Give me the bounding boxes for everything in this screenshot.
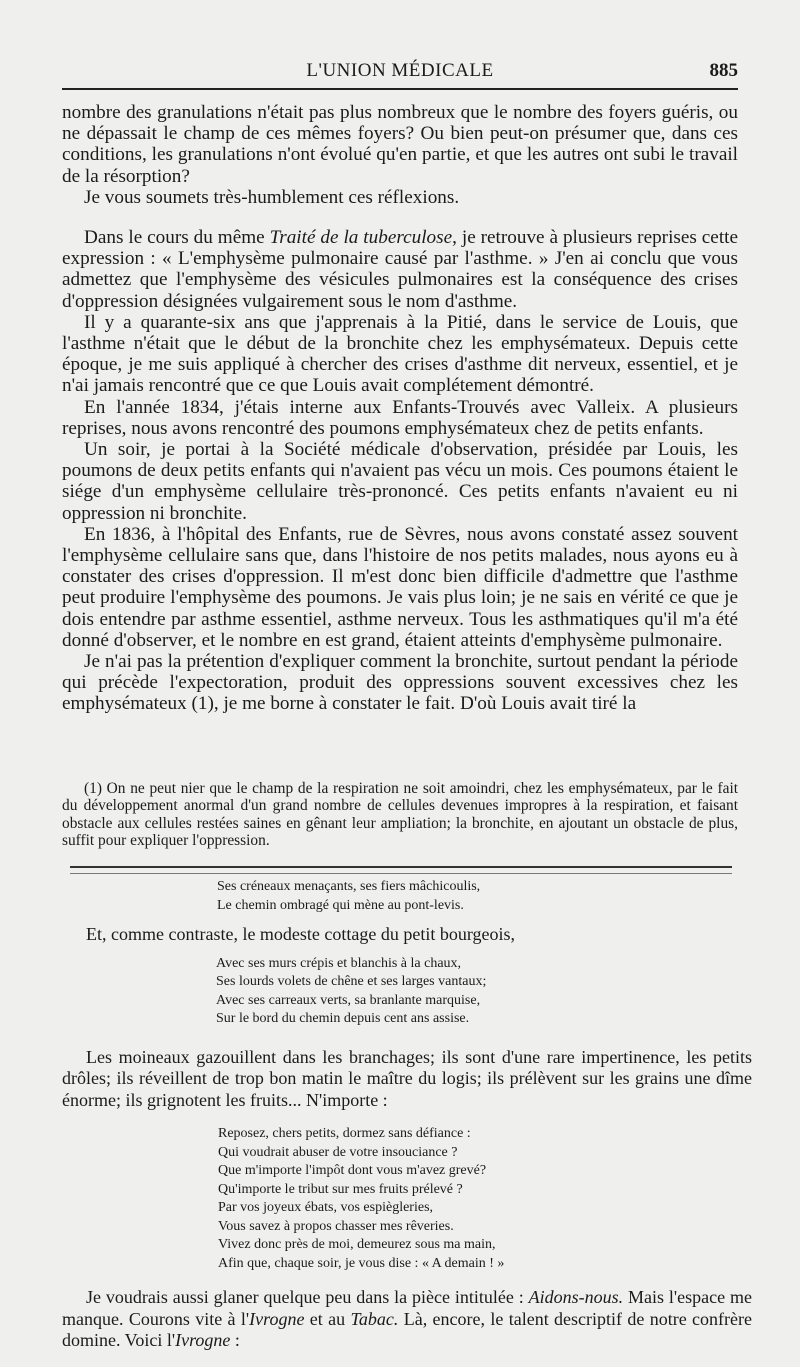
prose-contrast: Et, comme contraste, le modeste cottage du petit bourgeois, [86,924,516,944]
verse-reposez: Reposez, chers petits, dormez sans défiance : Qui voudrait abuser de votre insouciance ? Que m'importe l'impôt dont vous m'avez grevé? Qu'importe le tribut sur mes fruits prélevé ? Par vos joyeux ébats, vos espiègleries, Vous savez à propos chasser mes rêveries. Vivez donc près de moi, demeurez sous ma main, Afin que, chaque soir, je vous dise : « A demain ! » [218,1126,505,1271]
paragraph-pitie: Il y a quarante-six ans que j'apprenais à la Pitié, dans le service de Louis, que l'asthme n'était que le début de la bronchite chez les emphysémateux. Depuis cette époque, je me suis appliqué à chercher des crises d'asthme dit nerveux, essentiel, et je n'ai jamais rencontré que ce que Louis avait complétement démontré. [62,311,738,397]
prose-moineaux: Les moineaux gazouillent dans les branchages; ils sont d'une rare impertinence, les petits drôles; ils réveillent de trop bon matin le maître du logis; ils prélèvent sur les grains une dîme énorme; ils grignotent les fruits... N'importe : [62,1046,752,1110]
paragraph-bronchite: Je n'ai pas la prétention d'expliquer comment la bronchite, surtout pendant la période qui précède l'expectoration, produit des oppressions souvent excessives chez les emphysémateux (1), je me borne à constater le fait. D'où Louis avait tiré la [62,651,738,715]
article-body [62,102,738,715]
paragraph-granulations: nombre des granulations n'était pas plus nombreux que le nombre des foyers guéris, ou ne dépassait le champ de ces mêmes foyers? Ou bien peut-on présumer que, dans ces conditions, les granulations n'ont évolué qu'en partie, et que les autres ont subi le travail de la résorption? [62,102,738,187]
running-title: L'UNION MÉDICALE [306,60,494,81]
verse-castle: Ses créneaux menaçants, ses fiers mâchicoulis, Le chemin ombragé qui mène au pont-levis. [217,879,481,913]
paragraph-1834: En l'année 1834, j'étais interne aux Enfants-Trouvés avec Valleix. A plusieurs reprises, nous avons rencontré des poumons emphysémateux chez de petits enfants. [62,396,738,439]
paragraph-reflexions: Je vous soumets très-humblement ces réflexions. [84,186,460,208]
footnote-text: (1) On ne peut nier que le champ de la respiration ne soit amoindri, chez les emphysémateux, par le fait du développement anormal d'un grand nombre de cellules devenues impropres à la respiration, et faisant obstacle aux cellules restées saines en gênant leur ampliation; la bronchite, en ajoutant un obstacle de plus, suffit pour expliquer l'oppression. [62,780,738,850]
paragraph-societe: Un soir, je portai à la Société médicale d'observation, présidée par Louis, les poumons de deux petits enfants qui n'avaient pas vécu un mois. Ces poumons étaient le siége d'un emphysème cellulaire très-prononcé. Ces petits enfants n'avaient eu ni oppression ni bronchite. [62,439,738,524]
feuilleton-separator [70,866,732,874]
verse-cottage: Avec ses murs crépis et blanchis à la chaux, Ses lourds volets de chêne et ses larges vantaux; Avec ses carreaux verts, sa branlante marquise, Sur le bord du chemin depuis cent ans assise. [216,955,487,1026]
feuilleton [62,878,752,1352]
paragraph-1836: En 1836, à l'hôpital des Enfants, rue de Sèvres, nous avons constaté assez souvent l'emphysème cellulaire sans que, dans l'histoire de nos petits malades, nous ayons eu à constater des crises d'oppression. Il m'est donc bien difficile d'admettre que l'asthme peut produire l'emphysème des poumons. Je vais plus loin; je ne sais en vérité ce que je dois entendre par asthme essentiel, asthme nerveux. Tous les asthmatiques qu'il m'a été donné d'observer, et le nombre en est grand, étaient atteints d'emphysème pulmonaire. [62,523,738,651]
prose-glaner: Je voudrais aussi glaner quelque peu dans la pièce intitulée : Aidons-nous. Mais l'espace me manque. Courons vite à l'Ivrogne et au Tabac. Là, encore, le talent descriptif de notre confrère domine. Voici l'Ivrogne : [62,1287,753,1350]
paragraph-traite: Dans le cours du même Traité de la tuberculose, je retrouve à plusieurs reprises cette expression : « L'emphysème pulmonaire causé par l'asthme. » J'en ai conclu que vous admettez que l'emphysème des vésicules pulmonaires est la conséquence des crises d'oppression désignées vulgairement sous le nom d'asthme. [62,227,738,312]
page-header [62,58,738,90]
page-number: 885 [709,60,738,81]
book-title: Traité de la tuberculose [269,227,453,249]
footnote [62,780,738,850]
